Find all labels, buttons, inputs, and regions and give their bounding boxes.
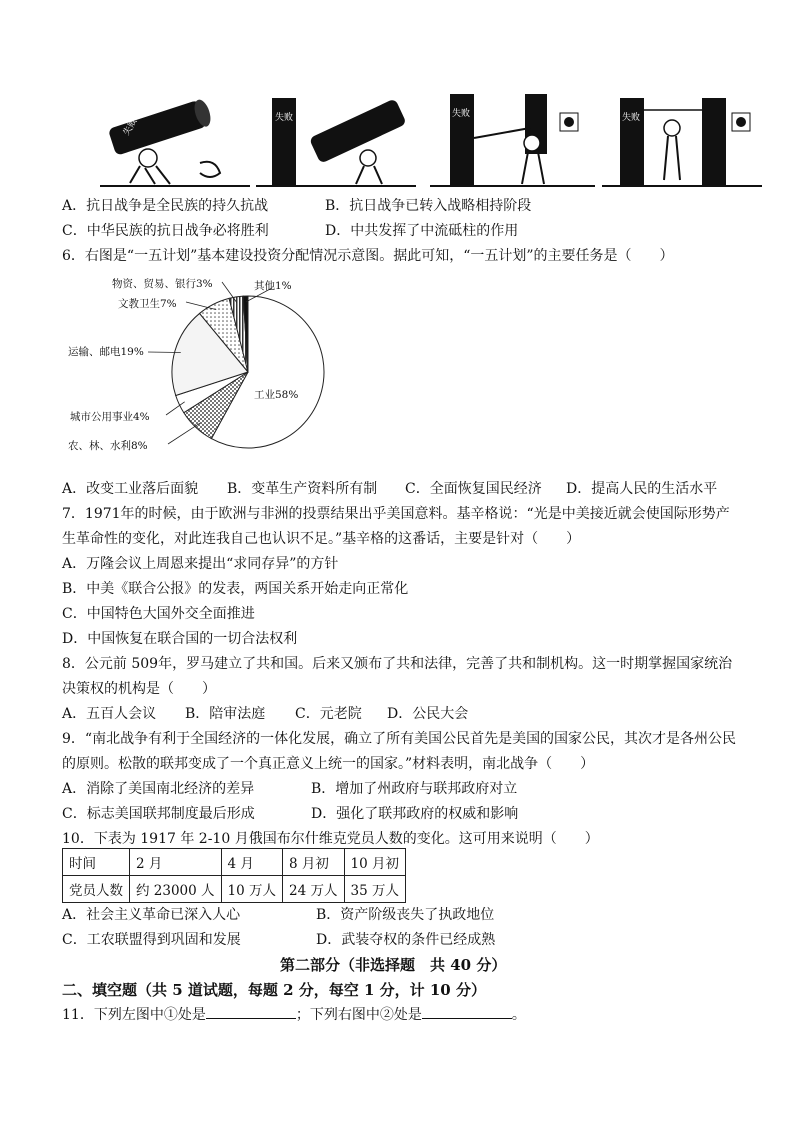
cartoon-panel-4 bbox=[602, 88, 762, 188]
table-cell: 约 23000 人 bbox=[130, 876, 222, 903]
q11-blank-1[interactable] bbox=[206, 1006, 296, 1019]
q10-stem: 10．下表为 1917 年 2-10 月俄国布尔什维克党员人数的变化。这可用来说明（ ） bbox=[62, 831, 599, 847]
pie-label-culture: 文教卫生7% bbox=[118, 298, 177, 310]
q5-option-b: B．抗日战争已转入战略相持阶段 bbox=[325, 198, 532, 214]
q6-option-c: C．全面恢复国民经济 bbox=[405, 481, 542, 497]
q6-option-b: B．变革生产资料所有制 bbox=[227, 481, 378, 497]
q9-option-d: D．强化了联邦政府的权威和影响 bbox=[311, 806, 519, 822]
q10-option-b: B．资产阶级丧失了执政地位 bbox=[316, 907, 495, 923]
q10-party-members-table bbox=[62, 848, 406, 903]
pie-label-agriculture: 农、林、水利8% bbox=[68, 440, 148, 452]
table-cell: 时间 bbox=[63, 849, 130, 876]
q9-option-b: B．增加了州政府与联邦政府对立 bbox=[311, 781, 518, 797]
q9-stem-line1: 9．“南北战争有利于全国经济的一体化发展，确立了所有美国公民首先是美国的国家公民，其次才是各州公民 bbox=[62, 731, 737, 747]
q7-option-d: D．中国恢复在联合国的一切合法权利 bbox=[62, 631, 298, 647]
q6-stem: 6．右图是“一五计划”基本建设投资分配情况示意图。据此可知，“一五计划”的主要任务是（ ） bbox=[62, 248, 674, 264]
table-cell: 4 月 bbox=[221, 849, 282, 876]
table-row bbox=[63, 849, 406, 876]
q10-option-c: C．工农联盟得到巩固和发展 bbox=[62, 932, 241, 948]
pie-label-utilities: 城市公用事业4% bbox=[70, 411, 150, 423]
q7-stem-line2: 生革命性的变化，对此连我自己也认识不足。”基辛格的这番话，主要是针对（ ） bbox=[62, 531, 581, 547]
cartoon-tag-1: 失败 bbox=[121, 116, 140, 138]
q11-text-a: 11．下列左图中①处是 bbox=[62, 1007, 206, 1023]
q5-option-a: A．抗日战争是全民族的持久抗战 bbox=[62, 198, 269, 214]
q8-option-c: C．元老院 bbox=[295, 706, 362, 722]
table-cell: 2 月 bbox=[130, 849, 222, 876]
q10-option-d: D．武装夺权的条件已经成熟 bbox=[316, 932, 496, 948]
cartoon-tag-4a: 失败 bbox=[622, 113, 641, 123]
table-cell: 10 万人 bbox=[221, 876, 282, 903]
q6-option-d: D．提高人民的生活水平 bbox=[566, 481, 718, 497]
cartoon-tag-2: 失败 bbox=[275, 113, 294, 123]
q11-text-c: 。 bbox=[511, 1007, 526, 1023]
q6-option-a: A．改变工业落后面貌 bbox=[62, 481, 199, 497]
pie-label-industry: 工业58% bbox=[254, 389, 299, 401]
q11-text-b: ；下列右图中②处是 bbox=[295, 1007, 422, 1023]
q11-line bbox=[62, 1004, 526, 1024]
investment-pie-chart bbox=[62, 272, 332, 472]
q9-stem-line2: 的原则。松散的联邦变成了一个真正意义上统一的国家。”材料表明，南北战争（ ） bbox=[62, 756, 595, 772]
section-fill-in-title: 二、填空题（共 5 道试题，每题 2 分，每空 1 分，计 10 分） bbox=[62, 981, 486, 999]
q11-blank-2[interactable] bbox=[422, 1006, 512, 1019]
part2-title: 第二部分（非选择题 共 40 分） bbox=[280, 956, 507, 974]
pie-leader-line bbox=[168, 423, 200, 444]
q8-option-b: B．陪审法庭 bbox=[185, 706, 266, 722]
q8-option-a: A．五百人会议 bbox=[62, 706, 157, 722]
q7-stem-line1: 7．1971年的时候，由于欧洲与非洲的投票结果出乎美国意料。基辛格说：“光是中美接近就会使国际形势产 bbox=[62, 506, 730, 522]
cartoon-panel-1 bbox=[100, 88, 250, 188]
q10-option-a: A．社会主义革命已深入人心 bbox=[62, 907, 241, 923]
table-row bbox=[63, 876, 406, 903]
cartoon-panel-3 bbox=[430, 88, 595, 188]
q5-option-c: C．中华民族的抗日战争必将胜利 bbox=[62, 223, 269, 239]
q7-option-b: B．中美《联合公报》的发表，两国关系开始走向正常化 bbox=[62, 581, 409, 597]
q8-option-d: D．公民大会 bbox=[387, 706, 469, 722]
q5-option-d: D．中共发挥了中流砥柱的作用 bbox=[325, 223, 519, 239]
cartoon-panel-2 bbox=[256, 88, 416, 188]
q9-option-c: C．标志美国联邦制度最后形成 bbox=[62, 806, 255, 822]
q7-option-a: A．万隆会议上周恩来提出“求同存异”的方针 bbox=[62, 556, 339, 572]
q9-option-a: A．消除了美国南北经济的差异 bbox=[62, 781, 255, 797]
q8-stem-line1: 8．公元前 509年，罗马建立了共和国。后来又颁布了共和法律，完善了共和制机构。这一时期掌握国家统治 bbox=[62, 656, 733, 672]
table-cell: 24 万人 bbox=[283, 876, 344, 903]
pie-label-other: 其他1% bbox=[254, 280, 292, 292]
table-cell: 8 月初 bbox=[283, 849, 344, 876]
cartoon-tag-3: 失败 bbox=[452, 109, 471, 119]
q8-stem-line2: 决策权的机构是（ ） bbox=[62, 681, 216, 697]
q7-option-c: C．中国特色大国外交全面推进 bbox=[62, 606, 255, 622]
pie-label-trade: 物资、贸易、银行3% bbox=[112, 278, 213, 290]
pie-label-transport: 运输、邮电19% bbox=[68, 346, 144, 358]
table-cell: 35 万人 bbox=[344, 876, 405, 903]
table-cell: 党员人数 bbox=[63, 876, 130, 903]
table-cell: 10 月初 bbox=[344, 849, 405, 876]
